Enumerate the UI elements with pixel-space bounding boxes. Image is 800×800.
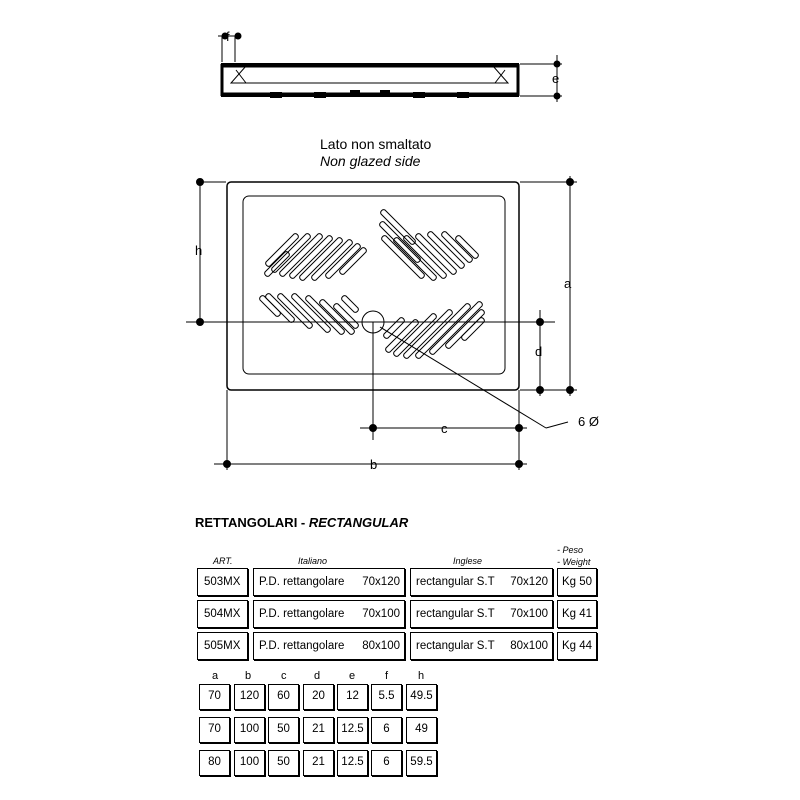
dim-row-1-e: 12 [337,684,368,710]
product-row-3-art: 505MX [197,632,248,660]
dim-header-h: h [418,670,425,682]
side-note-english: Non glazed side [320,153,421,169]
dim-label-d: d [535,344,543,359]
dim-label-c: c [441,421,448,436]
dim-header-d: d [314,670,321,682]
dim-row-3-e: 12.5 [337,750,368,776]
dim-row-1-b: 120 [234,684,265,710]
dim-label-a: a [564,276,572,291]
dim-header-b: b [245,670,252,682]
dim-row-3-f: 6 [371,750,402,776]
product-row-1-weight: Kg 50 [557,568,597,596]
dim-row-3-c: 50 [268,750,299,776]
header-art: ART. [213,556,233,566]
section-title-english: RECTANGULAR [308,515,409,530]
product-row-2-weight: Kg 41 [557,600,597,628]
dim-row-3-d: 21 [303,750,334,776]
product-row-3-weight: Kg 44 [557,632,597,660]
header-peso: - Peso [557,545,584,555]
dim-row-2-b: 100 [234,717,265,743]
product-row-1-italian: P.D. rettangolare 70x120 [253,568,405,596]
product-row-1-english: rectangular S.T 70x120 [410,568,553,596]
product-row-2-english: rectangular S.T 70x100 [410,600,553,628]
dim-row-3-b: 100 [234,750,265,776]
product-row-2-italian: P.D. rettangolare 70x100 [253,600,405,628]
header-italiano: Italiano [298,556,328,566]
side-note-italian: Lato non smaltato [320,136,432,152]
dim-row-1-h: 49.5 [406,684,437,710]
dim-row-2-d: 21 [303,717,334,743]
dim-row-2-e: 12.5 [337,717,368,743]
dim-header-e: e [349,670,356,682]
header-inglese: Inglese [453,556,483,566]
section-title [195,515,408,530]
dim-row-1-d: 20 [303,684,334,710]
header-weight: - Weight [557,557,591,567]
dim-row-3-h: 59.5 [406,750,437,776]
dim-row-2-f: 6 [371,717,402,743]
dim-label-b: b [370,457,378,472]
dim-header-f: f [385,670,389,682]
dim-row-1-a: 70 [199,684,230,710]
dim-row-1-c: 60 [268,684,299,710]
dim-header-c: c [281,670,287,682]
hole-diameter-label: 6 Ø [578,414,599,429]
side-profile [218,33,562,102]
dim-row-2-h: 49 [406,717,437,743]
section-title-italian: RETTANGOLARI - [195,515,309,530]
dim-header-a: a [212,670,219,682]
dim-row-3-a: 80 [199,750,230,776]
product-row-2-art: 504MX [197,600,248,628]
product-row-3-italian: P.D. rettangolare 80x100 [253,632,405,660]
dim-label-e: e [552,71,560,86]
dim-label-h: h [195,243,203,258]
product-row-1-art: 503MX [197,568,248,596]
dim-row-2-c: 50 [268,717,299,743]
dim-label-f: f [226,29,230,44]
dim-row-2-a: 70 [199,717,230,743]
dim-row-1-f: 5.5 [371,684,402,710]
product-row-3-english: rectangular S.T 80x100 [410,632,553,660]
